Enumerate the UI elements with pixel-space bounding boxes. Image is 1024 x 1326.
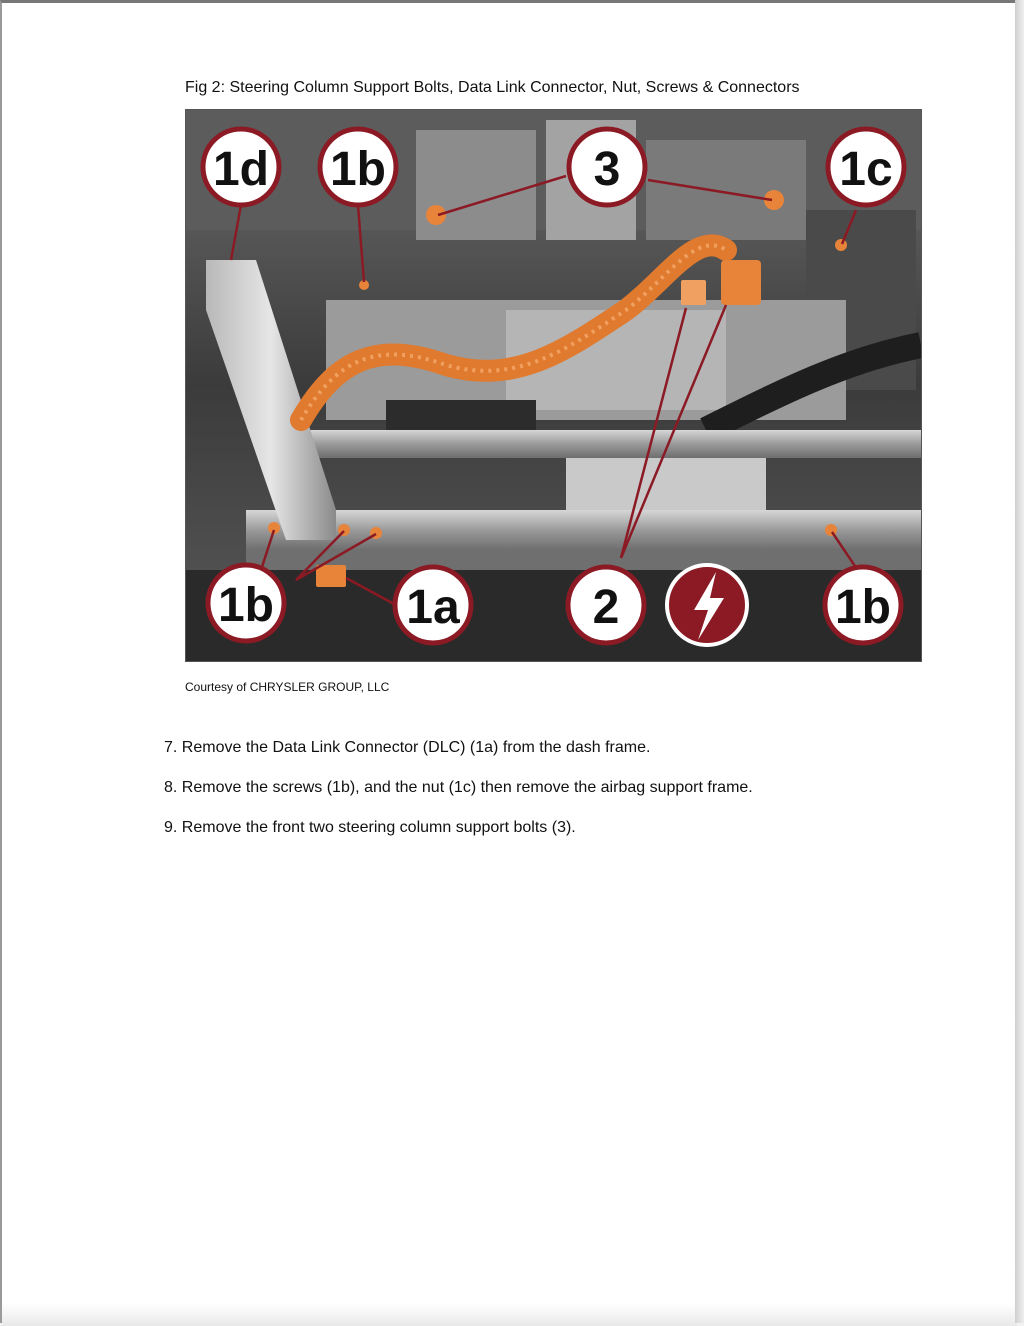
- callout-label: 1b: [834, 581, 892, 634]
- figure-photo: [185, 109, 922, 662]
- page-right-edge: [1015, 0, 1024, 1323]
- callout-1b-top: [320, 129, 396, 205]
- callout-1c: [828, 129, 904, 205]
- callout-1a: [395, 567, 471, 643]
- callout-label: 1b: [217, 579, 275, 632]
- callout-label: 1a: [406, 581, 460, 634]
- step-8: 8. Remove the screws (1b), and the nut (1c) then remove the airbag support frame.: [164, 779, 753, 796]
- steering-column-illustration: [186, 110, 921, 661]
- callout-label: 1d: [212, 143, 270, 196]
- callout-1d: [203, 129, 279, 205]
- callout-label: 2: [592, 581, 620, 634]
- lightning-bolt-icon: [667, 565, 747, 645]
- callout-1b-right: [825, 567, 901, 643]
- figure-caption: Fig 2: Steering Column Support Bolts, Data Link Connector, Nut, Screws & Connectors: [185, 79, 800, 96]
- callout-3: [569, 129, 645, 205]
- callout-label: 3: [593, 143, 621, 196]
- callout-1b-left: [208, 565, 284, 641]
- procedure-steps: [164, 738, 753, 858]
- step-7: 7. Remove the Data Link Connector (DLC) (1a) from the dash frame.: [164, 739, 651, 756]
- step-9: 9. Remove the front two steering column support bolts (3).: [164, 819, 576, 836]
- callout-label: 1b: [329, 143, 387, 196]
- image-credit: Courtesy of CHRYSLER GROUP, LLC: [185, 680, 390, 694]
- callout-2: [568, 567, 644, 643]
- callout-label: 1c: [839, 143, 893, 196]
